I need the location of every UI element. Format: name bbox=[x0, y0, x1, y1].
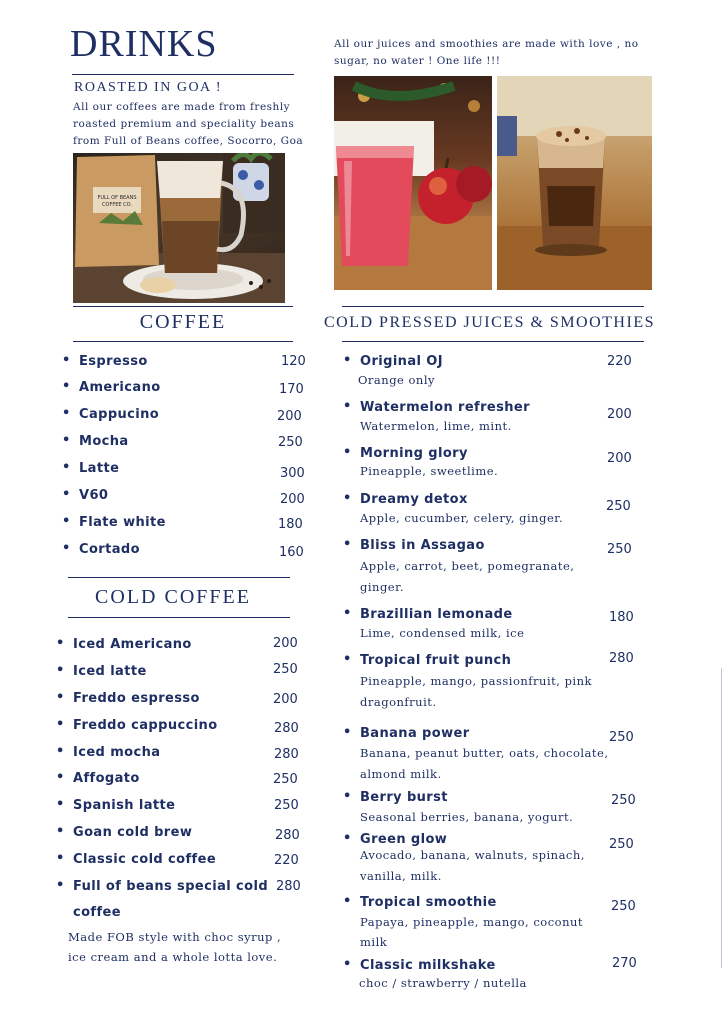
menu-item-name: • Banana power bbox=[360, 726, 470, 741]
menu-item-name: • Berry burst bbox=[360, 790, 448, 805]
menu-item-price: 250 bbox=[611, 793, 636, 808]
divider bbox=[68, 577, 290, 578]
menu-item-price: 300 bbox=[280, 466, 305, 481]
menu-item-name: • Freddo espresso bbox=[73, 691, 200, 706]
menu-item-name: • Green glow bbox=[360, 832, 447, 847]
menu-item-price: 270 bbox=[612, 956, 637, 971]
menu-item-name: • Morning glory bbox=[360, 446, 468, 461]
menu-item-price: 250 bbox=[609, 837, 634, 852]
milkshake-photo bbox=[497, 76, 652, 290]
menu-item-price: 160 bbox=[279, 545, 304, 560]
divider bbox=[72, 74, 294, 75]
svg-text:COFFEE CO.: COFFEE CO. bbox=[102, 202, 132, 208]
menu-item-description: Apple, carrot, beet, pomegranate, bbox=[360, 559, 575, 573]
menu-item-price: 250 bbox=[274, 798, 299, 813]
menu-item-name: • Cortado bbox=[79, 542, 140, 557]
menu-item-name: • Freddo cappuccino bbox=[73, 718, 218, 733]
menu-item-price: 280 bbox=[274, 747, 299, 762]
juice-photo bbox=[334, 76, 492, 290]
menu-item-description: Papaya, pineapple, mango, coconut bbox=[360, 915, 584, 929]
menu-item-description: almond milk. bbox=[360, 767, 442, 781]
cold-coffee-heading: COLD COFFEE bbox=[95, 586, 251, 608]
menu-item-name: • Iced latte bbox=[73, 664, 147, 679]
menu-item-price: 250 bbox=[607, 542, 632, 557]
juice-intro-text: All our juices and smoothies are made with love , no sugar, no water ! One life !!! bbox=[334, 38, 639, 67]
menu-item-name: • Goan cold brew bbox=[73, 825, 192, 840]
menu-item-name: • Americano bbox=[79, 380, 161, 395]
menu-item-description: Seasonal berries, banana, yogurt. bbox=[360, 810, 574, 824]
menu-item-price: 200 bbox=[273, 636, 298, 651]
menu-item-price: 200 bbox=[607, 451, 632, 466]
menu-item-name: • Original OJ bbox=[360, 354, 443, 369]
divider bbox=[342, 306, 644, 307]
menu-item-description: Watermelon, lime, mint. bbox=[360, 419, 512, 433]
menu-item-description: Banana, peanut butter, oats, chocolate, bbox=[360, 746, 609, 760]
menu-item-name: • V60 bbox=[79, 488, 108, 503]
menu-item-name: • Tropical smoothie bbox=[360, 895, 497, 910]
menu-item-price: 170 bbox=[279, 382, 304, 397]
menu-item-description: Avocado, banana, walnuts, spinach, bbox=[360, 848, 585, 862]
menu-item-name: • Mocha bbox=[79, 434, 129, 449]
menu-item-price: 250 bbox=[278, 435, 303, 450]
menu-item-name: • Latte bbox=[79, 461, 119, 476]
coffee-heading: COFFEE bbox=[139, 311, 227, 333]
menu-item-price: 280 bbox=[274, 721, 299, 736]
menu-item-description: Apple, cucumber, celery, ginger. bbox=[360, 511, 564, 525]
juices-heading: COLD PRESSED JUICES & SMOOTHIES bbox=[324, 314, 655, 331]
divider bbox=[68, 617, 290, 618]
menu-item-price: 220 bbox=[274, 853, 299, 868]
menu-item-description: ginger. bbox=[360, 580, 405, 594]
menu-item-price: 250 bbox=[273, 662, 298, 677]
menu-item-description: milk bbox=[360, 935, 388, 949]
menu-note: Made FOB style with choc syrup , ice cream and a whole lotta love. bbox=[68, 930, 282, 964]
menu-item-price: 280 bbox=[276, 879, 301, 894]
menu-item-name: • Iced Americano bbox=[73, 637, 192, 652]
menu-item-price: 280 bbox=[275, 828, 300, 843]
menu-item-price: 180 bbox=[278, 517, 303, 532]
menu-item-price: 200 bbox=[277, 409, 302, 424]
roasted-description: All our coffees are made from freshly roasted premium and speciality beans from Full of Beans coffee, Socorro, Goa bbox=[73, 101, 304, 147]
menu-item-price: 280 bbox=[609, 651, 634, 666]
menu-item-price: 200 bbox=[607, 407, 632, 422]
menu-item-price: 200 bbox=[273, 692, 298, 707]
page-edge bbox=[721, 668, 722, 968]
menu-item-name: • Cappucino bbox=[79, 407, 159, 422]
menu-item-name: • Full of beans special cold bbox=[73, 879, 268, 894]
menu-item-name: • Espresso bbox=[79, 354, 148, 369]
menu-item-name-cont: coffee bbox=[73, 905, 121, 920]
menu-item-name: • Iced mocha bbox=[73, 745, 160, 760]
menu-item-price: 250 bbox=[606, 499, 631, 514]
divider bbox=[73, 341, 293, 342]
roasted-heading: ROASTED IN GOA ! bbox=[74, 80, 223, 95]
menu-item-name: • Dreamy detox bbox=[360, 492, 468, 507]
divider bbox=[342, 341, 644, 342]
menu-item-name: • Classic milkshake bbox=[360, 958, 496, 973]
menu-item-price: 200 bbox=[280, 492, 305, 507]
menu-item-description: vanilla, milk. bbox=[360, 869, 442, 883]
menu-item-description: choc / strawberry / nutella bbox=[359, 976, 527, 990]
menu-item-price: 180 bbox=[609, 610, 634, 625]
menu-item-name: • Spanish latte bbox=[73, 798, 175, 813]
page-title: DRINKS bbox=[70, 23, 218, 65]
menu-item-description: Orange only bbox=[358, 373, 436, 387]
menu-item-name: • Affogato bbox=[73, 771, 140, 786]
menu-item-name: • Flate white bbox=[79, 515, 166, 530]
menu-item-description: Lime, condensed milk, ice bbox=[360, 626, 525, 640]
menu-item-name: • Watermelon refresher bbox=[360, 400, 530, 415]
menu-item-price: 120 bbox=[281, 354, 306, 369]
menu-item-price: 250 bbox=[609, 730, 634, 745]
menu-item-price: 250 bbox=[611, 899, 636, 914]
coffee-latte-photo bbox=[73, 153, 285, 303]
menu-item-description: Pineapple, sweetlime. bbox=[360, 464, 499, 478]
menu-item-name: • Tropical fruit punch bbox=[360, 653, 511, 668]
menu-item-description: dragonfruit. bbox=[360, 695, 437, 709]
divider bbox=[73, 306, 293, 307]
svg-text:FULL OF BEANS: FULL OF BEANS bbox=[97, 195, 137, 201]
menu-item-name: • Bliss in Assagao bbox=[360, 538, 485, 553]
menu-item-price: 250 bbox=[273, 772, 298, 787]
menu-item-name: • Brazillian lemonade bbox=[360, 607, 513, 622]
menu-item-price: 220 bbox=[607, 354, 632, 369]
menu-item-description: Pineapple, mango, passionfruit, pink bbox=[360, 674, 592, 688]
menu-item-name: • Classic cold coffee bbox=[73, 852, 216, 867]
